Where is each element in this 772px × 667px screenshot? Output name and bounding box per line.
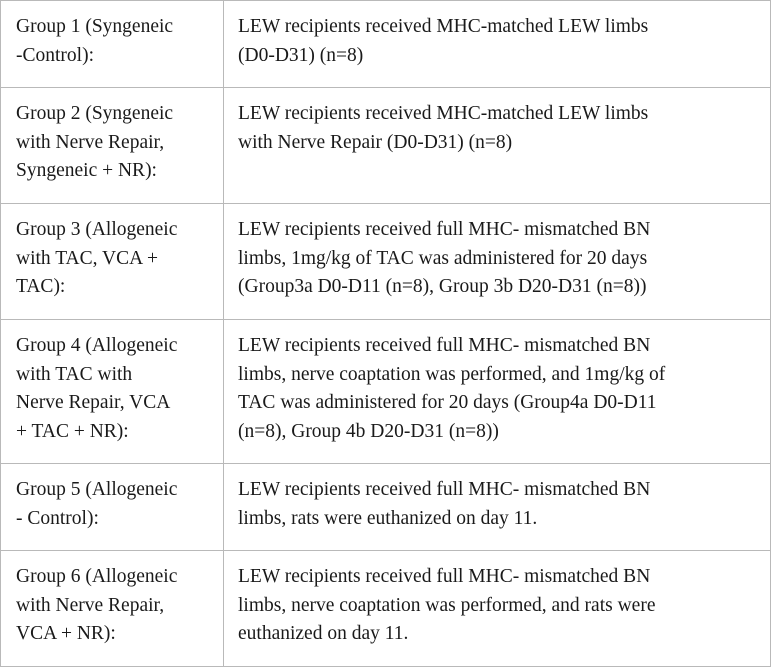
group-label-cell [1, 464, 224, 551]
group-description-line: limbs, rats were euthanized on day 11. [238, 507, 538, 529]
group-description-line: TAC was administered for 20 days (Group4a D0-D11 [238, 392, 657, 414]
group-label-line: TAC): [16, 276, 66, 298]
group-description-cell [224, 464, 771, 551]
group-description-cell [224, 551, 771, 667]
group-label-line: Group 1 (Syngeneic [16, 16, 174, 37]
group-label-line: Group 5 (Allogeneic [16, 479, 178, 500]
group-description-line: LEW recipients received full MHC- mismatched BN [238, 479, 651, 500]
table-row [1, 551, 771, 667]
group-description-line: LEW recipients received full MHC- mismatched BN [238, 219, 651, 240]
table-row [1, 320, 771, 464]
group-label-line: -Control): [16, 44, 94, 66]
group-label-line: Group 3 (Allogeneic [16, 219, 178, 240]
group-label-cell [1, 88, 224, 204]
group-label-cell [1, 204, 224, 320]
table-row [1, 464, 771, 551]
group-description-line: (n=8), Group 4b D20-D31 (n=8)) [238, 420, 499, 442]
group-description-cell [224, 88, 771, 204]
group-label-cell [1, 320, 224, 464]
group-label-line: Group 2 (Syngeneic [16, 103, 174, 124]
table-row [1, 1, 771, 88]
group-description-line: limbs, nerve coaptation was performed, and rats were [238, 594, 656, 616]
group-description-line: euthanized on day 11. [238, 623, 409, 645]
group-description-cell [224, 204, 771, 320]
group-description-line: LEW recipients received full MHC- mismatched BN [238, 566, 651, 587]
group-label-line: with TAC, VCA + [16, 247, 158, 269]
group-label-line: + TAC + NR): [16, 420, 129, 442]
group-label-line: - Control): [16, 507, 99, 529]
group-label-cell [1, 1, 224, 88]
group-description-line: with Nerve Repair (D0-D31) (n=8) [238, 131, 513, 153]
group-label-line: Nerve Repair, VCA [16, 392, 171, 414]
group-description-cell [224, 320, 771, 464]
group-description-line: LEW recipients received MHC-matched LEW limbs [238, 103, 649, 124]
group-label-line: Group 4 (Allogeneic [16, 335, 178, 356]
group-label-line: with Nerve Repair, [16, 594, 165, 616]
group-description-line: limbs, nerve coaptation was performed, and 1mg/kg of [238, 363, 666, 385]
group-label-line: with TAC with [16, 363, 133, 385]
group-label-line: Syngeneic + NR): [16, 160, 157, 182]
group-description-line: (D0-D31) (n=8) [238, 44, 364, 66]
group-label-line: with Nerve Repair, [16, 131, 165, 153]
group-label-line: VCA + NR): [16, 623, 116, 645]
group-description-line: LEW recipients received MHC-matched LEW limbs [238, 16, 649, 37]
group-description-line: LEW recipients received full MHC- mismatched BN [238, 335, 651, 356]
group-label-line: Group 6 (Allogeneic [16, 566, 178, 587]
table-row [1, 88, 771, 204]
group-description-line: limbs, 1mg/kg of TAC was administered for 20 days [238, 247, 648, 269]
group-description-line: (Group3a D0-D11 (n=8), Group 3b D20-D31 (n=8)) [238, 276, 647, 298]
group-description-cell [224, 1, 771, 88]
group-label-cell [1, 551, 224, 667]
table-row [1, 204, 771, 320]
